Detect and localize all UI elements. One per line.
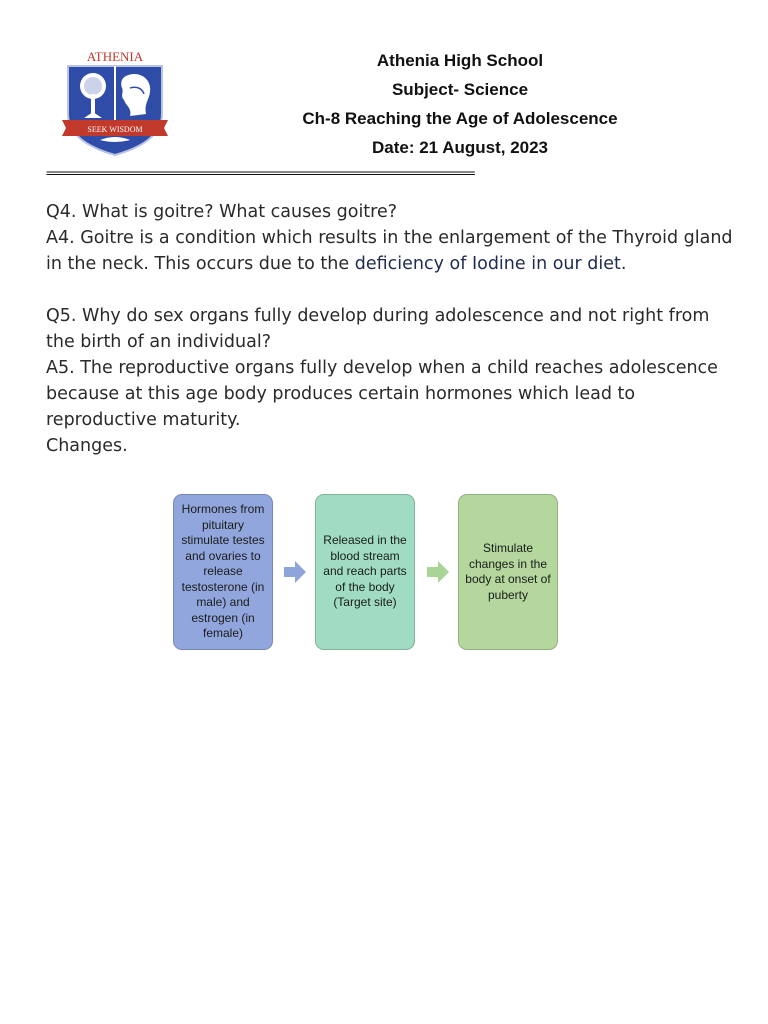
arrow-right-icon <box>284 560 306 584</box>
document-header <box>240 46 680 162</box>
qa-section <box>46 199 736 459</box>
answer-5: A5. The reproductive organs fully develop when a child reaches adolescence because at this age body produces certain hormones which lead to reproductive maturity. <box>46 358 718 430</box>
chapter-title: Ch-8 Reaching the Age of Adolescence <box>302 109 618 128</box>
logo-name: ATHENIA <box>86 49 144 64</box>
flow-box-bloodstream: Released in the blood stream and reach parts of the body (Target site) <box>315 494 415 650</box>
answer-4-text: A4. Goitre is a condition which results in the enlargement of the Thyroid gland in the neck. This occurs due to the <box>46 228 733 274</box>
changes-label: Changes. <box>46 436 128 456</box>
athenia-logo <box>60 48 170 158</box>
answer-4 <box>46 225 736 277</box>
flow-box-hormones: Hormones from pituitary stimulate testes and ovaries to release testosterone (in male) and estrogen (in female) <box>173 494 273 650</box>
answer-4-highlight: deficiency of Iodine in our diet <box>354 254 621 274</box>
arrow-right-icon <box>427 560 449 584</box>
question-4: Q4. What is goitre? What causes goitre? <box>46 202 398 222</box>
divider-line: ===================================================================================== <box>46 166 474 180</box>
answer-4-end: . <box>620 254 627 274</box>
flow-box-changes: Stimulate changes in the body at onset of puberty <box>458 494 558 650</box>
date: Date: 21 August, 2023 <box>371 138 549 157</box>
hormone-flow-diagram <box>172 494 564 654</box>
subject: Subject- Science <box>391 80 529 99</box>
logo-motto: SEEK WISDOM <box>87 125 143 134</box>
question-5: Q5. Why do sex organs fully develop during adolescence and not right from the birth of an individual? <box>46 306 710 352</box>
school-name: Athenia High School <box>376 51 544 70</box>
